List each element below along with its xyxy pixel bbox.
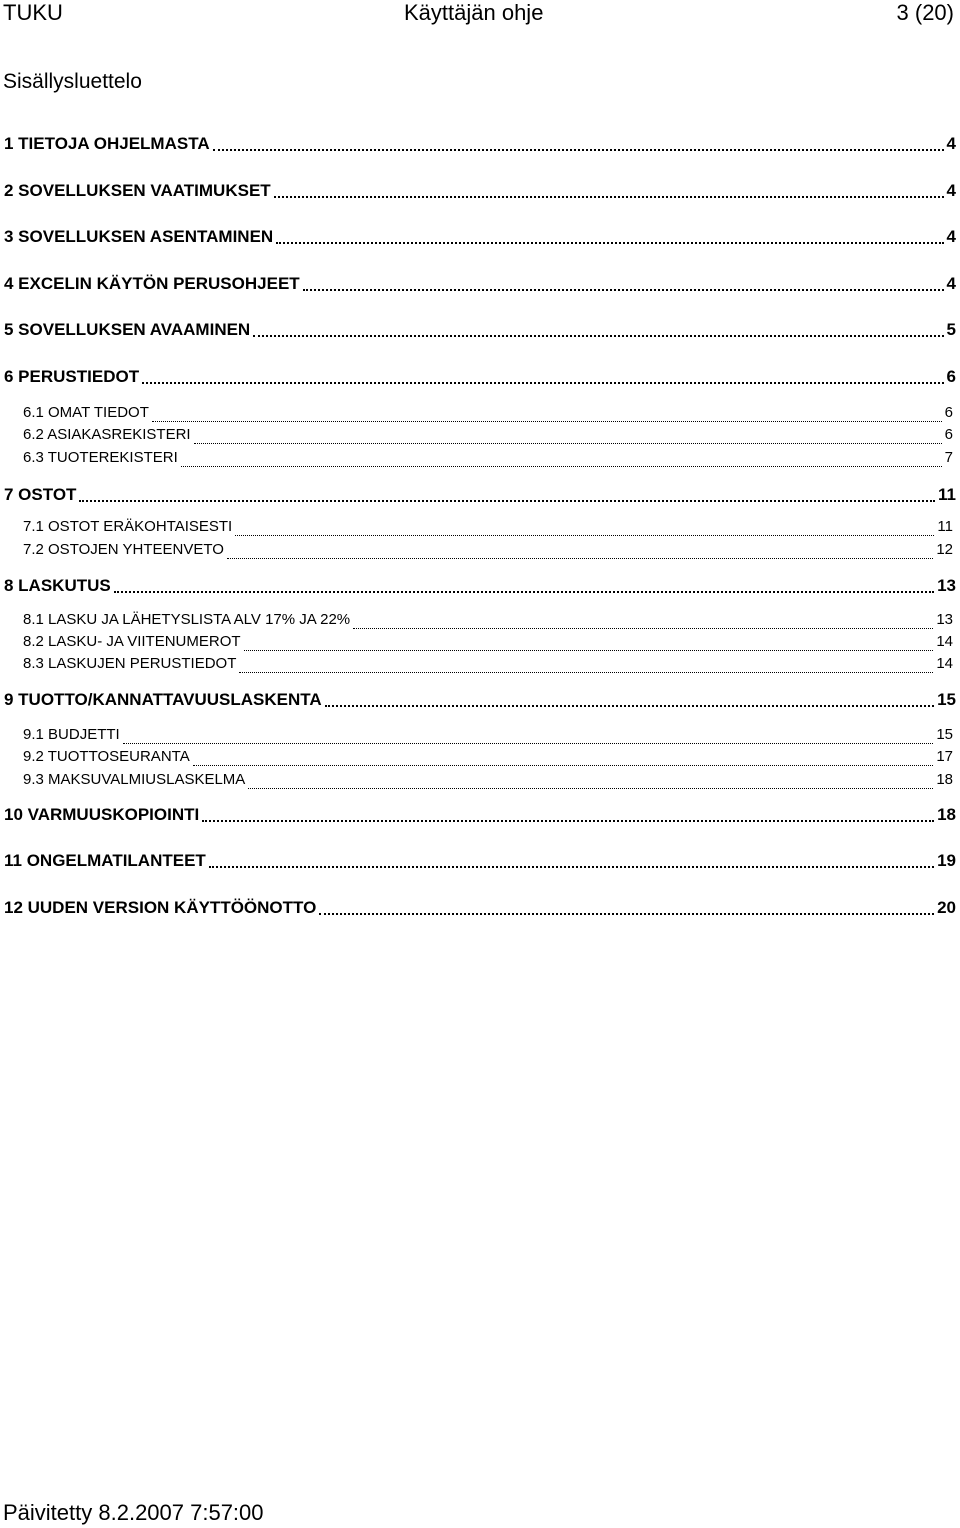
page-header <box>0 0 960 28</box>
toc-entry[interactable] <box>4 367 956 389</box>
toc-entry-page: 7 <box>944 449 953 466</box>
dot-leader <box>353 628 933 629</box>
toc-entry-label: 9.3 MAKSUVALMIUSLASKELMA <box>23 771 246 788</box>
toc-heading: Sisällysluettelo <box>3 70 142 93</box>
dot-leader <box>194 443 942 444</box>
toc-entry[interactable] <box>4 805 956 827</box>
toc-entry-label: 9.1 BUDJETTI <box>23 726 120 743</box>
toc-entry-label: 7.1 OSTOT ERÄKOHTAISESTI <box>23 518 233 535</box>
dot-leader <box>244 650 934 651</box>
toc-entry-page: 12 <box>936 541 953 558</box>
toc-entry-label: 8 LASKUTUS <box>4 576 111 595</box>
toc-entry-label: 6.1 OMAT TIEDOT <box>23 404 149 421</box>
toc-entry[interactable] <box>4 134 956 156</box>
toc-entry-page: 19 <box>937 851 956 870</box>
toc-entry-label: 10 VARMUUSKOPIOINTI <box>4 805 200 824</box>
dot-leader <box>152 421 942 422</box>
toc-entry[interactable] <box>4 227 956 249</box>
toc-entry[interactable] <box>4 274 956 296</box>
toc-entry-page: 11 <box>938 485 956 504</box>
toc-entry-page: 6 <box>944 426 953 443</box>
toc-entry-page: 15 <box>937 690 956 709</box>
header-doc-title: Käyttäjän ohje <box>404 0 544 25</box>
toc-entry[interactable] <box>4 898 956 920</box>
toc-entry-label: 1 TIETOJA OHJELMASTA <box>4 134 210 153</box>
header-doc-name: TUKU <box>3 0 63 25</box>
dot-leader <box>202 820 934 822</box>
toc-entry-label: 6.2 ASIAKASREKISTERI <box>23 426 191 443</box>
dot-leader <box>142 382 943 384</box>
toc-entry-page: 18 <box>936 771 953 788</box>
toc-entry[interactable] <box>4 320 956 342</box>
toc-entry-label: 8.1 LASKU JA LÄHETYSLISTA ALV 17% JA 22% <box>23 611 351 628</box>
toc-entry-page: 14 <box>936 655 953 672</box>
dot-leader <box>239 672 933 673</box>
dot-leader <box>114 591 934 593</box>
dot-leader <box>325 705 934 707</box>
dot-leader <box>303 289 944 291</box>
toc-entry-page: 4 <box>946 181 956 200</box>
toc-entry-page: 14 <box>936 633 953 650</box>
toc-entry-label: 3 SOVELLUKSEN ASENTAMINEN <box>4 227 274 246</box>
toc-entry-page: 6 <box>944 404 953 421</box>
toc-entry-page: 4 <box>946 227 956 246</box>
toc-subentry[interactable] <box>23 518 953 540</box>
toc-entry-page: 13 <box>937 576 956 595</box>
toc-entry-page: 4 <box>946 134 956 153</box>
toc-subentry[interactable] <box>23 404 953 426</box>
toc-subentry[interactable] <box>23 726 953 748</box>
toc-entry-page: 5 <box>946 320 956 339</box>
toc-entry-label: 11 ONGELMATILANTEET <box>4 851 206 870</box>
toc-subentry[interactable] <box>23 633 953 655</box>
toc-entry-page: 6 <box>946 367 956 386</box>
toc-entry-label: 5 SOVELLUKSEN AVAAMINEN <box>4 320 251 339</box>
dot-leader <box>181 466 942 467</box>
toc-entry-page: 20 <box>937 898 956 917</box>
toc-entry[interactable] <box>4 851 956 873</box>
header-page-number: 3 (20) <box>896 0 954 25</box>
dot-leader <box>193 765 934 766</box>
dot-leader <box>213 149 944 151</box>
toc-entry[interactable] <box>4 485 956 507</box>
toc-entry-page: 18 <box>937 805 956 824</box>
dot-leader <box>319 913 934 915</box>
toc-entry-label: 12 UUDEN VERSION KÄYTTÖÖNOTTO <box>4 898 317 917</box>
dot-leader <box>235 535 934 536</box>
toc-entry[interactable] <box>4 181 956 203</box>
toc-entry-label: 7 OSTOT <box>4 485 77 504</box>
toc-entry-label: 2 SOVELLUKSEN VAATIMUKSET <box>4 181 271 200</box>
dot-leader <box>209 866 934 868</box>
toc-subentry[interactable] <box>23 541 953 563</box>
toc-entry-label: 4 EXCELIN KÄYTÖN PERUSOHJEET <box>4 274 300 293</box>
toc-entry-label: 7.2 OSTOJEN YHTEENVETO <box>23 541 224 558</box>
toc-subentry[interactable] <box>23 655 953 677</box>
toc-subentry[interactable] <box>23 426 953 448</box>
toc-entry[interactable] <box>4 690 956 712</box>
toc-entry-page: 13 <box>936 611 953 628</box>
dot-leader <box>253 335 943 337</box>
dot-leader <box>123 743 934 744</box>
toc-entry-page: 15 <box>936 726 953 743</box>
dot-leader <box>274 196 944 198</box>
dot-leader <box>276 242 943 244</box>
footer-updated: Päivitetty 8.2.2007 7:57:00 <box>3 1500 264 1525</box>
dot-leader <box>248 788 933 789</box>
toc-entry-label: 8.3 LASKUJEN PERUSTIEDOT <box>23 655 237 672</box>
toc-entry-label: 6 PERUSTIEDOT <box>4 367 140 386</box>
toc-entry-label: 9 TUOTTO/KANNATTAVUUSLASKENTA <box>4 690 322 709</box>
toc-entry-label: 6.3 TUOTEREKISTERI <box>23 449 178 466</box>
toc-entry-label: 9.2 TUOTTOSEURANTA <box>23 748 190 765</box>
toc-subentry[interactable] <box>23 611 953 633</box>
toc-subentry[interactable] <box>23 748 953 770</box>
toc-entry-label: 8.2 LASKU- JA VIITENUMEROT <box>23 633 241 650</box>
dot-leader <box>79 500 935 502</box>
dot-leader <box>227 558 933 559</box>
toc-entry-page: 17 <box>936 748 953 765</box>
toc-subentry[interactable] <box>23 771 953 793</box>
toc-entry-page: 4 <box>946 274 956 293</box>
toc-entry-page: 11 <box>937 518 953 535</box>
toc-subentry[interactable] <box>23 449 953 471</box>
toc-entry[interactable] <box>4 576 956 598</box>
